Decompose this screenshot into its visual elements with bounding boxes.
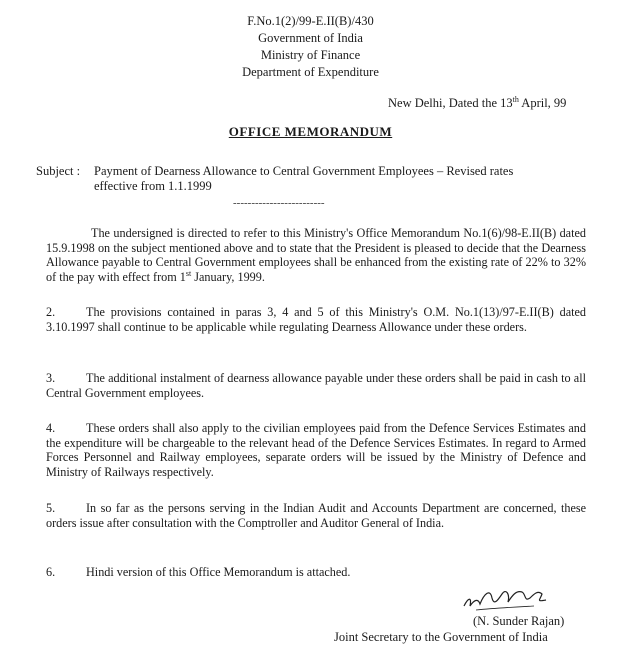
paragraph-6: 6. Hindi version of this Office Memorandum is attached.	[46, 565, 351, 579]
date-line: New Delhi, Dated the 13th April, 99	[388, 94, 567, 110]
memo-title: OFFICE MEMORANDUM	[228, 124, 393, 139]
government-line: Government of India	[258, 31, 363, 45]
subject-label: Subject :	[36, 164, 81, 178]
file-number: F.No.1(2)/99-E.II(B)/430	[247, 14, 374, 28]
paragraph-2: 2. The provisions contained in paras 3, 4 and 5 of this Ministry's O.M. No.1(13)/97-E.II(B) dated 3.10.1997 shall continue to be applicable while regulating Dearness Allowance under these orders.	[46, 305, 586, 334]
ministry-line: Ministry of Finance	[260, 48, 361, 62]
signatory-designation: Joint Secretary to the Government of India	[334, 630, 548, 644]
signatory-name: (N. Sunder Rajan)	[473, 614, 565, 628]
paragraph-5: 5. In so far as the persons serving in the Indian Audit and Accounts Department are concerned, these orders issue after consultation with the Comptroller and Auditor General of India.	[46, 501, 586, 530]
paragraph-4: 4. These orders shall also apply to the civilian employees paid from the Defence Services Estimates and the expenditure will be chargeable to the relevant head of the Defence Services Estimates. In regard to Armed Forces Personnel and Railway employees, separate orders will be issued by the Ministry of Defence and Ministry of Railways respectively.	[46, 421, 586, 479]
subject-text: Payment of Dearness Allowance to Central Government Employees – Revised rates effective from 1.1.1999	[94, 164, 514, 193]
department-line: Department of Expenditure	[242, 65, 379, 79]
subject-underline: -------------------------	[233, 197, 325, 209]
signature-scribble	[456, 580, 556, 616]
paragraph-1: The undersigned is directed to refer to this Ministry's Office Memorandum No.1(6)/98-E.II(B) dated 15.9.1998 on the subject mentioned above and to state that the President is pleased to decide that the Dearness Allowance payable to Central Government employees shall be enhanced from the existing rate of 22% to 32% of the pay with effect from 1st January, 1999.	[46, 226, 586, 284]
paragraph-3: 3. The additional instalment of dearness allowance payable under these orders shall be paid in cash to all Central Government employees.	[46, 371, 586, 400]
